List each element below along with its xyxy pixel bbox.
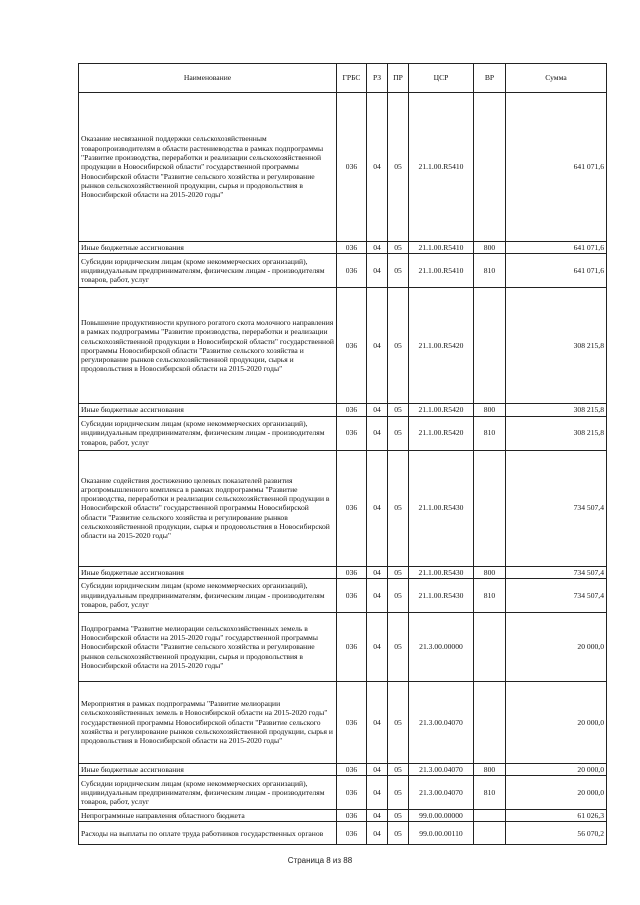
page-number: Страница 8 из 88	[287, 856, 353, 865]
cell-csr: 21.1.00.R5410	[409, 93, 474, 242]
cell-sum: 641 071,6	[506, 242, 607, 254]
cell-vr: 800	[474, 242, 506, 254]
cell-vr: 810	[474, 578, 506, 612]
cell-name: Субсидии юридическим лицам (кроме некоммерческих организаций), индивидуальным предпринимателям, физическим лицам - производителям товаров, работ, услуг	[79, 776, 337, 810]
header-csr: ЦСР	[409, 64, 474, 93]
cell-grbs: 036	[337, 776, 367, 810]
cell-grbs: 036	[337, 288, 367, 404]
cell-rz: 04	[367, 416, 388, 450]
header-vr: ВР	[474, 64, 506, 93]
cell-csr: 21.3.00.00000	[409, 612, 474, 681]
cell-name: Иные бюджетные ассигнования	[79, 763, 337, 775]
cell-pr: 05	[388, 450, 409, 566]
cell-sum: 734 507,4	[506, 578, 607, 612]
cell-csr: 21.1.00.R5420	[409, 404, 474, 416]
cell-grbs: 036	[337, 612, 367, 681]
cell-sum: 734 507,4	[506, 566, 607, 578]
cell-vr	[474, 612, 506, 681]
cell-vr: 800	[474, 404, 506, 416]
cell-pr: 05	[388, 681, 409, 763]
cell-rz: 04	[367, 404, 388, 416]
cell-grbs: 036	[337, 254, 367, 288]
header-rz: РЗ	[367, 64, 388, 93]
cell-sum: 61 026,3	[506, 810, 607, 822]
cell-sum: 308 215,8	[506, 288, 607, 404]
cell-pr: 05	[388, 822, 409, 845]
cell-vr	[474, 450, 506, 566]
cell-vr: 810	[474, 254, 506, 288]
cell-rz: 04	[367, 612, 388, 681]
table-header-row	[79, 64, 607, 93]
cell-csr: 99.0.00.00110	[409, 822, 474, 845]
cell-rz: 04	[367, 93, 388, 242]
cell-pr: 05	[388, 242, 409, 254]
cell-sum: 734 507,4	[506, 450, 607, 566]
table-row	[79, 288, 607, 404]
cell-grbs: 036	[337, 450, 367, 566]
cell-name: Повышение продуктивности крупного рогатого скота молочного направления в рамках подпрограммы "Развитие производства, переработки и реализации сельскохозяйственной продукции в Новосибирской области" государственной программы Новосибирской области "Развитие сельского хозяйства и регулирование рынков сельскохозяйственной продукции, сырья и продовольствия в Новосибирской области на 2015-2020 годы"	[79, 288, 337, 404]
cell-csr: 21.1.00.R5410	[409, 254, 474, 288]
cell-csr: 21.1.00.R5430	[409, 450, 474, 566]
cell-csr: 21.3.00.04070	[409, 681, 474, 763]
cell-rz: 04	[367, 254, 388, 288]
cell-sum: 20 000,0	[506, 776, 607, 810]
cell-rz: 04	[367, 681, 388, 763]
table-row	[79, 776, 607, 810]
table-row	[79, 404, 607, 416]
table-row	[79, 681, 607, 763]
cell-name: Иные бюджетные ассигнования	[79, 242, 337, 254]
cell-rz: 04	[367, 822, 388, 845]
header-grbs: ГРБС	[337, 64, 367, 93]
cell-name: Оказание несвязанной поддержки сельскохозяйственным товаропроизводителям в области растениеводства в рамках подпрограммы "Развитие производства, переработки и реализации сельскохозяйственной продукции в Новосибирской области" государственной программы Новосибирской области "Развитие сельского хозяйства и регулирование рынков сельскохозяйственной продукции, сырья и продовольствия в Новосибирской области на 2015-2020 годы"	[79, 93, 337, 242]
cell-grbs: 036	[337, 404, 367, 416]
table-row	[79, 93, 607, 242]
budget-table	[78, 63, 607, 845]
cell-pr: 05	[388, 763, 409, 775]
cell-rz: 04	[367, 776, 388, 810]
table-row	[79, 254, 607, 288]
cell-csr: 21.3.00.04070	[409, 763, 474, 775]
cell-sum: 308 215,8	[506, 416, 607, 450]
cell-grbs: 036	[337, 681, 367, 763]
table-row	[79, 822, 607, 845]
cell-csr: 99.0.00.00000	[409, 810, 474, 822]
cell-vr: 800	[474, 763, 506, 775]
cell-sum: 641 071,6	[506, 254, 607, 288]
cell-sum: 308 215,8	[506, 404, 607, 416]
cell-pr: 05	[388, 612, 409, 681]
cell-vr	[474, 93, 506, 242]
cell-name: Непрограммные направления областного бюджета	[79, 810, 337, 822]
cell-csr: 21.1.00.R5420	[409, 288, 474, 404]
cell-grbs: 036	[337, 93, 367, 242]
cell-sum: 20 000,0	[506, 612, 607, 681]
cell-grbs: 036	[337, 416, 367, 450]
cell-csr: 21.3.00.04070	[409, 776, 474, 810]
cell-pr: 05	[388, 578, 409, 612]
cell-csr: 21.1.00.R5420	[409, 416, 474, 450]
table-row	[79, 578, 607, 612]
cell-grbs: 036	[337, 242, 367, 254]
cell-vr: 810	[474, 776, 506, 810]
cell-rz: 04	[367, 566, 388, 578]
table-row	[79, 612, 607, 681]
cell-vr: 810	[474, 416, 506, 450]
cell-sum: 20 000,0	[506, 763, 607, 775]
table-row	[79, 763, 607, 775]
cell-vr	[474, 822, 506, 845]
table-row	[79, 242, 607, 254]
cell-pr: 05	[388, 93, 409, 242]
cell-name: Подпрограмма "Развитие мелиорации сельскохозяйственных земель в Новосибирской области на 2015-2020 годы" государственной программы Новосибирской области "Развитие сельского хозяйства и регулирование рынков сельскохозяйственной продукции, сырья и продовольствия в Новосибирской области на 2015-2020 годы"	[79, 612, 337, 681]
header-sum: Сумма	[506, 64, 607, 93]
cell-name: Субсидии юридическим лицам (кроме некоммерческих организаций), индивидуальным предпринимателям, физическим лицам - производителям товаров, работ, услуг	[79, 416, 337, 450]
cell-vr	[474, 288, 506, 404]
cell-sum: 641 071,6	[506, 93, 607, 242]
cell-vr	[474, 810, 506, 822]
cell-pr: 05	[388, 810, 409, 822]
cell-name: Иные бюджетные ассигнования	[79, 566, 337, 578]
header-pr: ПР	[388, 64, 409, 93]
cell-pr: 05	[388, 566, 409, 578]
cell-name: Иные бюджетные ассигнования	[79, 404, 337, 416]
table-row	[79, 810, 607, 822]
cell-rz: 04	[367, 578, 388, 612]
cell-csr: 21.1.00.R5430	[409, 566, 474, 578]
cell-pr: 05	[388, 254, 409, 288]
cell-grbs: 036	[337, 810, 367, 822]
cell-pr: 05	[388, 288, 409, 404]
cell-pr: 05	[388, 776, 409, 810]
cell-name: Оказание содействия достижению целевых показателей развития агропромышленного комплекса в рамках подпрограммы "Развитие производства, переработки и реализации сельскохозяйственной продукции в Новосибирской области" государственной программы Новосибирской области "Развитие сельского хозяйства и регулирование рынков сельскохозяйственной продукции, сырья и продовольствия в Новосибирской области на 2015-2020 годы"	[79, 450, 337, 566]
cell-vr	[474, 681, 506, 763]
table-row	[79, 566, 607, 578]
cell-vr: 800	[474, 566, 506, 578]
cell-csr: 21.1.00.R5430	[409, 578, 474, 612]
cell-name: Мероприятия в рамках подпрограммы "Развитие мелиорации сельскохозяйственных земель в Новосибирской области на 2015-2020 годы" государственной программы Новосибирской области "Развитие сельского хозяйства и регулирование рынков сельскохозяйственной продукции, сырья и продовольствия в Новосибирской области на 2015-2020 годы"	[79, 681, 337, 763]
cell-name: Субсидии юридическим лицам (кроме некоммерческих организаций), индивидуальным предпринимателям, физическим лицам - производителям товаров, работ, услуг	[79, 578, 337, 612]
cell-rz: 04	[367, 810, 388, 822]
table-row	[79, 416, 607, 450]
cell-rz: 04	[367, 242, 388, 254]
cell-csr: 21.1.00.R5410	[409, 242, 474, 254]
cell-rz: 04	[367, 288, 388, 404]
table-row	[79, 450, 607, 566]
cell-name: Расходы на выплаты по оплате труда работников государственных органов	[79, 822, 337, 845]
cell-sum: 56 070,2	[506, 822, 607, 845]
cell-grbs: 036	[337, 763, 367, 775]
cell-pr: 05	[388, 416, 409, 450]
cell-grbs: 036	[337, 578, 367, 612]
cell-grbs: 036	[337, 566, 367, 578]
table-body	[79, 93, 607, 845]
cell-rz: 04	[367, 450, 388, 566]
cell-rz: 04	[367, 763, 388, 775]
cell-pr: 05	[388, 404, 409, 416]
header-name: Наименование	[79, 64, 337, 93]
cell-sum: 20 000,0	[506, 681, 607, 763]
cell-name: Субсидии юридическим лицам (кроме некоммерческих организаций), индивидуальным предпринимателям, физическим лицам - производителям товаров, работ, услуг	[79, 254, 337, 288]
cell-grbs: 036	[337, 822, 367, 845]
